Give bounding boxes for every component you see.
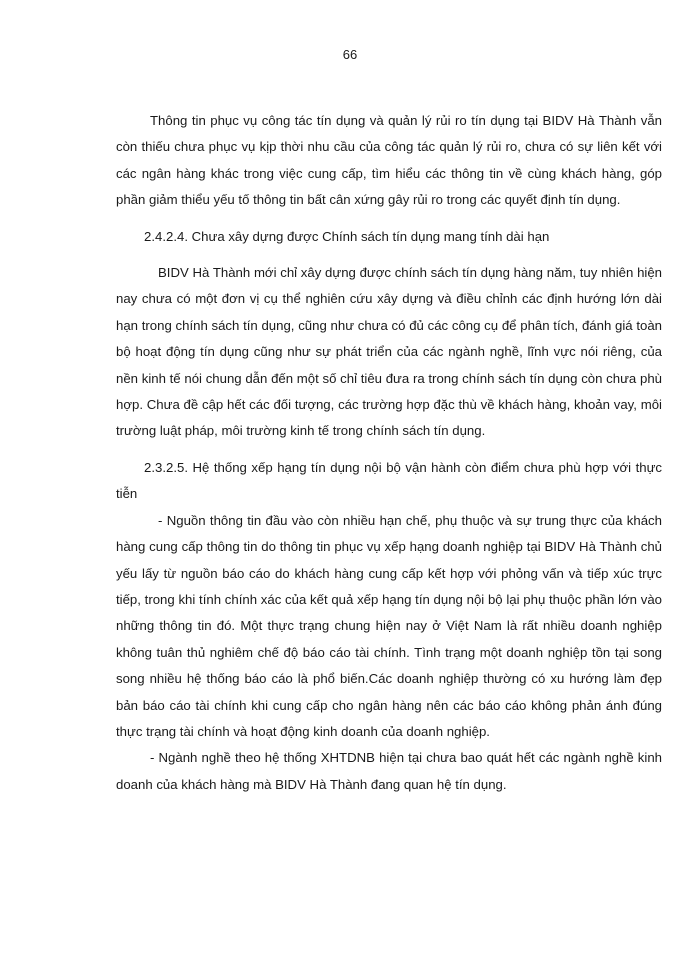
section-heading-2-4-2-4: 2.4.2.4. Chưa xây dựng được Chính sách tín dụng mang tính dài hạn bbox=[144, 228, 550, 244]
page-number: 66 bbox=[342, 47, 358, 62]
paragraph-industry-coverage: - Ngành nghề theo hệ thống XHTDNB hiện tại chưa bao quát hết các ngành nghề kinh doanh của khách hàng mà BIDV Hà Thành đang quan hệ tín dụng. bbox=[116, 750, 662, 792]
section-heading-2-3-2-5: 2.3.2.5. Hệ thống xếp hạng tín dụng nội bộ vận hành còn điểm chưa phù hợp với thực tiễn bbox=[116, 459, 662, 502]
page-body bbox=[116, 108, 662, 798]
paragraph-credit-policy: BIDV Hà Thành mới chỉ xây dựng được chính sách tín dụng hàng năm, tuy nhiên hiện nay chưa có một đơn vị cụ thể nghiên cứu xây dựng và điều chỉnh các định hướng lớn dài hạn trong chính sách tín dụng, cũng như chưa có đủ các công cụ để phân tích, đánh giá toàn bộ hoạt động tín dụng cũng như sự phát triển của các ngành nghề, lĩnh vực nói riêng, của nền kinh tế nói chung dẫn đến một số chỉ tiêu đưa ra trong chính sách tín dụng còn chưa phù hợp. Chưa đề cập hết các đối tượng, các trường hợp đặc thù về khách hàng, khoản vay, môi trường luật pháp, môi trường kinh tế trong chính sách tín dụng. bbox=[116, 265, 662, 439]
paragraph-credit-information: Thông tin phục vụ công tác tín dụng và quản lý rủi ro tín dụng tại BIDV Hà Thành vẫn còn thiếu chưa phục vụ kịp thời nhu cầu của công tác quản lý rủi ro, chưa có sự liên kết với các ngân hàng khác trong việc cung cấp, tìm hiểu các thông tin về cùng khách hàng, góp phần giảm thiểu yếu tố thông tin bất cân xứng gây rủi ro trong các quyết định tín dụng. bbox=[116, 113, 662, 208]
paragraph-input-information: - Nguồn thông tin đầu vào còn nhiều hạn chế, phụ thuộc và sự trung thực của khách hàng cung cấp thông tin do thông tin phục vụ xếp hạng doanh nghiệp tại BIDV Hà Thành chủ yếu lấy từ nguồn báo cáo do khách hàng cung cấp kết hợp với phỏng vấn và tiếp xúc trực tiếp, trong khi tính chính xác của kết quả xếp hạng tín dụng nội bộ lại phụ thuộc phần lớn vào những thông tin đó. Một thực trạng chung hiện nay ở Việt Nam là rất nhiều doanh nghiệp không tuân thủ nghiêm chế độ báo cáo tài chính. Tình trạng một doanh nghiệp tồn tại song song nhiều hệ thống báo cáo là phổ biến.Các doanh nghiệp thường có xu hướng làm đẹp bản báo cáo tài chính khi cung cấp cho ngân hàng nên các báo cáo không phản ánh đúng thực trạng tài chính và hoạt động kinh doanh của doanh nghiệp. bbox=[116, 512, 662, 739]
